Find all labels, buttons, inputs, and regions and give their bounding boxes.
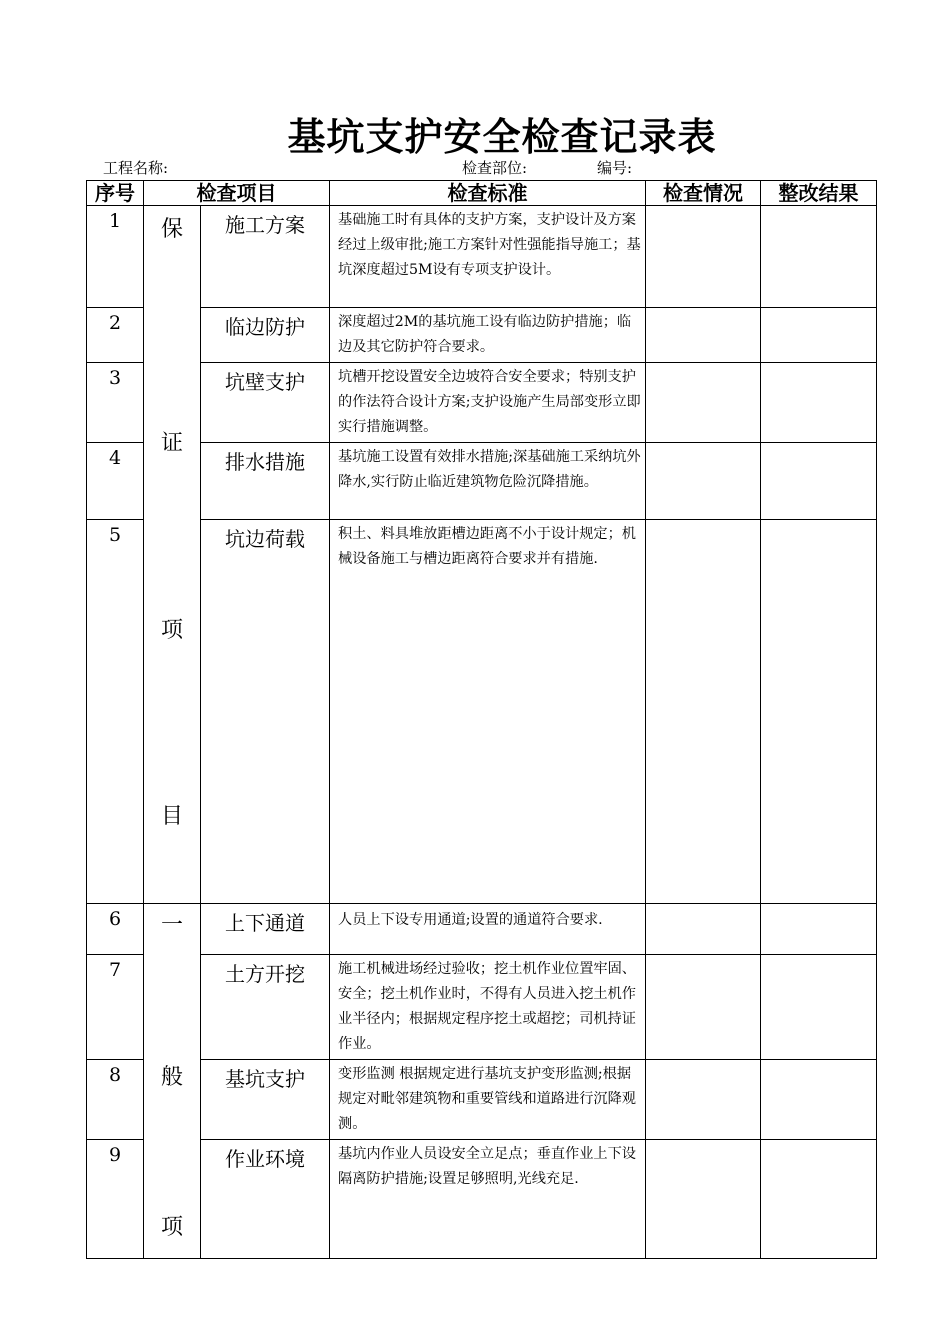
header-standard: 检查标准 xyxy=(330,181,646,206)
row-number: 2 xyxy=(87,308,144,363)
group-char: 项 xyxy=(160,1215,183,1240)
status-cell[interactable] xyxy=(646,443,761,520)
result-cell[interactable] xyxy=(761,206,877,308)
table-row xyxy=(87,520,877,904)
item-standard: 施工机械进场经过验收；挖土机作业位置牢固、安全；挖土机作业时，不得有人员进入挖土机作业半径内；根据规定程序挖土或超挖；司机持证作业。 xyxy=(330,955,646,1060)
inspection-table xyxy=(86,180,877,1259)
result-cell[interactable] xyxy=(761,955,877,1060)
status-cell[interactable] xyxy=(646,955,761,1060)
row-number: 3 xyxy=(87,363,144,443)
table-row xyxy=(87,955,877,1060)
group-general-items xyxy=(144,904,201,1259)
row-number: 5 xyxy=(87,520,144,904)
item-name: 上下通道 xyxy=(201,904,330,955)
status-cell[interactable] xyxy=(646,363,761,443)
item-standard: 基坑内作业人员设安全立足点；垂直作业上下设隔离防护措施;设置足够照明,光线充足. xyxy=(330,1140,646,1259)
result-cell[interactable] xyxy=(761,363,877,443)
group-char: 项 xyxy=(160,618,183,643)
item-name: 坑壁支护 xyxy=(201,363,330,443)
result-cell[interactable] xyxy=(761,443,877,520)
item-name: 临边防护 xyxy=(201,308,330,363)
item-name: 基坑支护 xyxy=(201,1060,330,1140)
status-cell[interactable] xyxy=(646,904,761,955)
header-status: 检查情况 xyxy=(646,181,761,206)
group-char: 目 xyxy=(160,804,183,829)
row-number: 7 xyxy=(87,955,144,1060)
table-row xyxy=(87,363,877,443)
header-item: 检查项目 xyxy=(144,181,330,206)
item-name: 排水措施 xyxy=(201,443,330,520)
result-cell[interactable] xyxy=(761,1140,877,1259)
status-cell[interactable] xyxy=(646,206,761,308)
result-cell[interactable] xyxy=(761,904,877,955)
status-cell[interactable] xyxy=(646,1060,761,1140)
result-cell[interactable] xyxy=(761,308,877,363)
row-number: 6 xyxy=(87,904,144,955)
row-number: 8 xyxy=(87,1060,144,1140)
project-name-label: 工程名称: xyxy=(103,159,169,177)
item-name: 施工方案 xyxy=(201,206,330,308)
table-row xyxy=(87,1140,877,1259)
item-standard: 基坑施工设置有效排水措施;深基础施工采纳坑外降水,实行防止临近建筑物危险沉降措施。 xyxy=(330,443,646,520)
table-row xyxy=(87,206,877,308)
location-label: 检查部位: xyxy=(462,159,528,177)
item-name: 作业环境 xyxy=(201,1140,330,1259)
table-row xyxy=(87,904,877,955)
row-number: 1 xyxy=(87,206,144,308)
table-row xyxy=(87,308,877,363)
status-cell[interactable] xyxy=(646,308,761,363)
table-row xyxy=(87,1060,877,1140)
group-char: 一 xyxy=(160,913,183,938)
item-standard: 人员上下设专用通道;设置的通道符合要求. xyxy=(330,904,646,955)
item-standard: 积土、料具堆放距槽边距离不小于设计规定；机械设备施工与槽边距离符合要求并有措施. xyxy=(330,520,646,904)
header-row xyxy=(87,181,877,206)
row-number: 4 xyxy=(87,443,144,520)
header-no: 序号 xyxy=(87,181,144,206)
item-name: 坑边荷载 xyxy=(201,520,330,904)
result-cell[interactable] xyxy=(761,1060,877,1140)
number-label: 编号: xyxy=(597,159,633,177)
row-number: 9 xyxy=(87,1140,144,1259)
header-result: 整改结果 xyxy=(761,181,877,206)
item-name: 土方开挖 xyxy=(201,955,330,1060)
status-cell[interactable] xyxy=(646,520,761,904)
status-cell[interactable] xyxy=(646,1140,761,1259)
group-char: 般 xyxy=(160,1065,183,1090)
item-standard: 基础施工时有具体的支护方案，支护设计及方案经过上级审批;施工方案针对性强能指导施工；基坑深度超过5M设有专项支护设计。 xyxy=(330,206,646,308)
page-title: 基坑支护安全检查记录表 xyxy=(287,114,717,159)
result-cell[interactable] xyxy=(761,520,877,904)
group-char: 证 xyxy=(160,431,183,456)
group-guaranteed-items xyxy=(144,206,201,904)
group-char: 保 xyxy=(160,217,183,242)
item-standard: 坑槽开挖设置安全边坡符合安全要求；特别支护的作法符合设计方案;支护设施产生局部变形立即实行措施调整。 xyxy=(330,363,646,443)
item-standard: 深度超过2M的基坑施工设有临边防护措施；临边及其它防护符合要求。 xyxy=(330,308,646,363)
table-row xyxy=(87,443,877,520)
item-standard: 变形监测 根据规定进行基坑支护变形监测;根据规定对毗邻建筑物和重要管线和道路进行沉降观测。 xyxy=(330,1060,646,1140)
